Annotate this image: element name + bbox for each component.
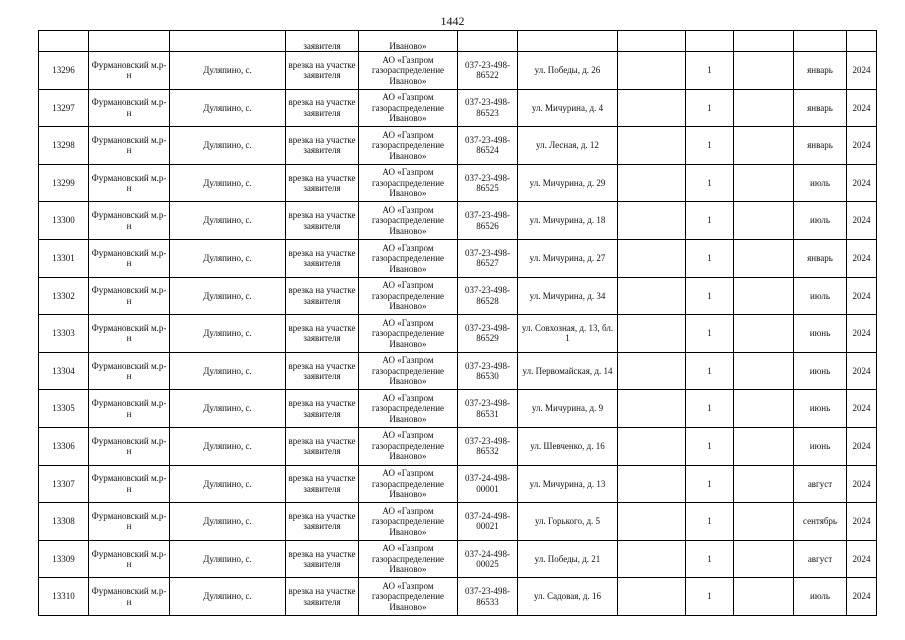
cell-count: 1 (686, 202, 734, 240)
cell-blank-1 (618, 89, 686, 127)
cell-address: ул. Лесная, д. 12 (518, 127, 618, 165)
cell-code: 037-23-498-86532 (458, 427, 518, 465)
cell-blank-1 (618, 352, 686, 390)
cell-org: АО «Газпром газораспределение Иваново» (359, 239, 458, 277)
cell-district: Фурмановский м.р-н (89, 540, 170, 578)
cell-blank-1 (618, 503, 686, 541)
table-row (39, 540, 877, 578)
cell-code (458, 31, 518, 52)
cell-month: июль (794, 578, 847, 616)
cell-district: Фурмановский м.р-н (89, 89, 170, 127)
cell-month: январь (794, 89, 847, 127)
cell-address: ул. Победы, д. 21 (518, 540, 618, 578)
cell-settlement: Дуляпино, с. (170, 540, 286, 578)
cell-district (89, 31, 170, 52)
cell-blank-2 (734, 503, 794, 541)
cell-district: Фурмановский м.р-н (89, 52, 170, 90)
cell-year: 2024 (847, 540, 877, 578)
cell-month: июль (794, 164, 847, 202)
cell-count: 1 (686, 465, 734, 503)
cell-org: АО «Газпром газораспределение Иваново» (359, 352, 458, 390)
cell-org: АО «Газпром газораспределение Иваново» (359, 89, 458, 127)
cell-num: 13296 (39, 52, 89, 90)
cell-code: 037-24-498-00001 (458, 465, 518, 503)
cell-settlement: Дуляпино, с. (170, 578, 286, 616)
cell-code: 037-23-498-86527 (458, 239, 518, 277)
cell-blank-2 (734, 127, 794, 165)
table-row (39, 239, 877, 277)
cell-address: ул. Мичурина, д. 34 (518, 277, 618, 315)
cell-blank-1 (618, 31, 686, 52)
cell-blank-2 (734, 427, 794, 465)
cell-settlement: Дуляпино, с. (170, 465, 286, 503)
cell-blank-2 (734, 164, 794, 202)
cell-address: ул. Первомайская, д. 14 (518, 352, 618, 390)
cell-month: январь (794, 239, 847, 277)
cell-count: 1 (686, 390, 734, 428)
cell-code: 037-23-498-86529 (458, 315, 518, 353)
cell-connection: врезка на участке заявителя (286, 202, 359, 240)
cell-connection: врезка на участке заявителя (286, 503, 359, 541)
cell-address: ул. Мичурина, д. 4 (518, 89, 618, 127)
cell-count: 1 (686, 239, 734, 277)
cell-blank-1 (618, 390, 686, 428)
cell-year: 2024 (847, 578, 877, 616)
cell-address: ул. Мичурина, д. 13 (518, 465, 618, 503)
table-row (39, 89, 877, 127)
cell-blank-2 (734, 352, 794, 390)
cell-code: 037-24-498-00021 (458, 503, 518, 541)
table-row (39, 390, 877, 428)
cell-district: Фурмановский м.р-н (89, 465, 170, 503)
cell-year: 2024 (847, 315, 877, 353)
cell-blank-2 (734, 277, 794, 315)
cell-year: 2024 (847, 89, 877, 127)
cell-address: ул. Победы, д. 26 (518, 52, 618, 90)
cell-year: 2024 (847, 202, 877, 240)
cell-blank-2 (734, 465, 794, 503)
table-row (39, 52, 877, 90)
cell-address: ул. Садовая, д. 16 (518, 578, 618, 616)
cell-settlement: Дуляпино, с. (170, 427, 286, 465)
cell-year: 2024 (847, 390, 877, 428)
cell-org: АО «Газпром газораспределение Иваново» (359, 427, 458, 465)
cell-blank-2 (734, 578, 794, 616)
cell-blank-1 (618, 578, 686, 616)
table-row (39, 164, 877, 202)
cell-month: сентябрь (794, 503, 847, 541)
cell-count: 1 (686, 503, 734, 541)
cell-settlement: Дуляпино, с. (170, 352, 286, 390)
cell-settlement: Дуляпино, с. (170, 89, 286, 127)
cell-settlement: Дуляпино, с. (170, 164, 286, 202)
cell-month: август (794, 465, 847, 503)
cell-connection: врезка на участке заявителя (286, 52, 359, 90)
cell-blank-1 (618, 315, 686, 353)
cell-code: 037-23-498-86531 (458, 390, 518, 428)
cell-address: ул. Совхозная, д. 13, бл. 1 (518, 315, 618, 353)
cell-org: Иваново» (359, 31, 458, 52)
cell-org: АО «Газпром газораспределение Иваново» (359, 390, 458, 428)
cell-district: Фурмановский м.р-н (89, 315, 170, 353)
cell-count: 1 (686, 164, 734, 202)
cell-count: 1 (686, 127, 734, 165)
cell-settlement: Дуляпино, с. (170, 52, 286, 90)
cell-month: июль (794, 202, 847, 240)
cell-num: 13299 (39, 164, 89, 202)
cell-org: АО «Газпром газораспределение Иваново» (359, 127, 458, 165)
cell-num: 13301 (39, 239, 89, 277)
table-row (39, 503, 877, 541)
cell-district: Фурмановский м.р-н (89, 578, 170, 616)
cell-settlement: Дуляпино, с. (170, 277, 286, 315)
cell-district: Фурмановский м.р-н (89, 352, 170, 390)
cell-year: 2024 (847, 503, 877, 541)
cell-code: 037-23-498-86522 (458, 52, 518, 90)
cell-org: АО «Газпром газораспределение Иваново» (359, 277, 458, 315)
cell-settlement: Дуляпино, с. (170, 127, 286, 165)
cell-month (794, 31, 847, 52)
cell-count: 1 (686, 315, 734, 353)
cell-org: АО «Газпром газораспределение Иваново» (359, 465, 458, 503)
cell-district: Фурмановский м.р-н (89, 164, 170, 202)
cell-year: 2024 (847, 239, 877, 277)
cell-count: 1 (686, 540, 734, 578)
cell-blank-2 (734, 390, 794, 428)
cell-blank-1 (618, 540, 686, 578)
cell-address: ул. Горького, д. 5 (518, 503, 618, 541)
cell-connection: врезка на участке заявителя (286, 89, 359, 127)
cell-blank-1 (618, 164, 686, 202)
cell-settlement: Дуляпино, с. (170, 503, 286, 541)
cell-connection: врезка на участке заявителя (286, 315, 359, 353)
cell-code: 037-23-498-86533 (458, 578, 518, 616)
cell-code: 037-23-498-86528 (458, 277, 518, 315)
cell-count: 1 (686, 352, 734, 390)
cell-address: ул. Мичурина, д. 18 (518, 202, 618, 240)
cell-num: 13300 (39, 202, 89, 240)
cell-count: 1 (686, 427, 734, 465)
cell-month: июнь (794, 427, 847, 465)
cell-connection: врезка на участке заявителя (286, 277, 359, 315)
cell-code: 037-24-498-00025 (458, 540, 518, 578)
table-row (39, 427, 877, 465)
cell-num: 13302 (39, 277, 89, 315)
cell-year: 2024 (847, 277, 877, 315)
cell-blank-2 (734, 239, 794, 277)
cell-district: Фурмановский м.р-н (89, 239, 170, 277)
table-row (39, 127, 877, 165)
cell-month: январь (794, 127, 847, 165)
cell-count: 1 (686, 578, 734, 616)
table-row (39, 352, 877, 390)
cell-month: июнь (794, 315, 847, 353)
cell-num: 13309 (39, 540, 89, 578)
cell-month: июнь (794, 390, 847, 428)
cell-connection: врезка на участке заявителя (286, 465, 359, 503)
cell-month: август (794, 540, 847, 578)
cell-blank-2 (734, 52, 794, 90)
cell-org: АО «Газпром газораспределение Иваново» (359, 578, 458, 616)
cell-year: 2024 (847, 427, 877, 465)
cell-year (847, 31, 877, 52)
cell-blank-1 (618, 127, 686, 165)
cell-district: Фурмановский м.р-н (89, 427, 170, 465)
cell-district: Фурмановский м.р-н (89, 390, 170, 428)
cell-blank-1 (618, 52, 686, 90)
cell-address: ул. Мичурина, д. 9 (518, 390, 618, 428)
cell-num: 13310 (39, 578, 89, 616)
cell-settlement: Дуляпино, с. (170, 202, 286, 240)
cell-num: 13308 (39, 503, 89, 541)
cell-code: 037-23-498-86530 (458, 352, 518, 390)
cell-connection: врезка на участке заявителя (286, 578, 359, 616)
table-row (39, 202, 877, 240)
cell-blank-2 (734, 31, 794, 52)
table-row-partial (39, 31, 877, 52)
cell-blank-1 (618, 277, 686, 315)
cell-year: 2024 (847, 164, 877, 202)
cell-connection: врезка на участке заявителя (286, 540, 359, 578)
cell-connection: врезка на участке заявителя (286, 427, 359, 465)
table-row (39, 315, 877, 353)
cell-org: АО «Газпром газораспределение Иваново» (359, 503, 458, 541)
cell-num: 13303 (39, 315, 89, 353)
cell-blank-1 (618, 427, 686, 465)
cell-connection: врезка на участке заявителя (286, 127, 359, 165)
cell-blank-2 (734, 89, 794, 127)
cell-district: Фурмановский м.р-н (89, 277, 170, 315)
cell-month: январь (794, 52, 847, 90)
page-number: 1442 (440, 14, 465, 28)
table-row (39, 277, 877, 315)
cell-address: ул. Мичурина, д. 29 (518, 164, 618, 202)
cell-year: 2024 (847, 127, 877, 165)
cell-district: Фурмановский м.р-н (89, 503, 170, 541)
cell-district: Фурмановский м.р-н (89, 202, 170, 240)
cell-count: 1 (686, 89, 734, 127)
cell-address: ул. Шевченко, д. 16 (518, 427, 618, 465)
cell-org: АО «Газпром газораспределение Иваново» (359, 315, 458, 353)
cell-blank-2 (734, 315, 794, 353)
cell-num: 13298 (39, 127, 89, 165)
cell-blank-1 (618, 202, 686, 240)
table-row (39, 465, 877, 503)
cell-month: июнь (794, 352, 847, 390)
gas-connection-table (38, 30, 877, 616)
cell-count (686, 31, 734, 52)
cell-num (39, 31, 89, 52)
cell-code: 037-23-498-86526 (458, 202, 518, 240)
cell-blank-2 (734, 540, 794, 578)
cell-num: 13306 (39, 427, 89, 465)
cell-connection: врезка на участке заявителя (286, 352, 359, 390)
cell-address: ул. Мичурина, д. 27 (518, 239, 618, 277)
cell-settlement: Дуляпино, с. (170, 239, 286, 277)
cell-blank-1 (618, 239, 686, 277)
cell-year: 2024 (847, 465, 877, 503)
cell-blank-1 (618, 465, 686, 503)
cell-district: Фурмановский м.р-н (89, 127, 170, 165)
cell-year: 2024 (847, 52, 877, 90)
cell-org: АО «Газпром газораспределение Иваново» (359, 540, 458, 578)
cell-code: 037-23-498-86524 (458, 127, 518, 165)
cell-settlement: Дуляпино, с. (170, 390, 286, 428)
cell-num: 13305 (39, 390, 89, 428)
cell-num: 13297 (39, 89, 89, 127)
cell-count: 1 (686, 277, 734, 315)
cell-month: июль (794, 277, 847, 315)
cell-connection: врезка на участке заявителя (286, 390, 359, 428)
cell-org: АО «Газпром газораспределение Иваново» (359, 52, 458, 90)
cell-settlement: Дуляпино, с. (170, 315, 286, 353)
table-body (39, 31, 877, 616)
cell-org: АО «Газпром газораспределение Иваново» (359, 164, 458, 202)
cell-num: 13307 (39, 465, 89, 503)
cell-code: 037-23-498-86525 (458, 164, 518, 202)
cell-blank-2 (734, 202, 794, 240)
cell-code: 037-23-498-86523 (458, 89, 518, 127)
cell-year: 2024 (847, 352, 877, 390)
cell-address (518, 31, 618, 52)
cell-connection: врезка на участке заявителя (286, 164, 359, 202)
cell-num: 13304 (39, 352, 89, 390)
table-row (39, 578, 877, 616)
cell-connection: заявителя (286, 31, 359, 52)
cell-org: АО «Газпром газораспределение Иваново» (359, 202, 458, 240)
cell-connection: врезка на участке заявителя (286, 239, 359, 277)
cell-settlement (170, 31, 286, 52)
cell-count: 1 (686, 52, 734, 90)
